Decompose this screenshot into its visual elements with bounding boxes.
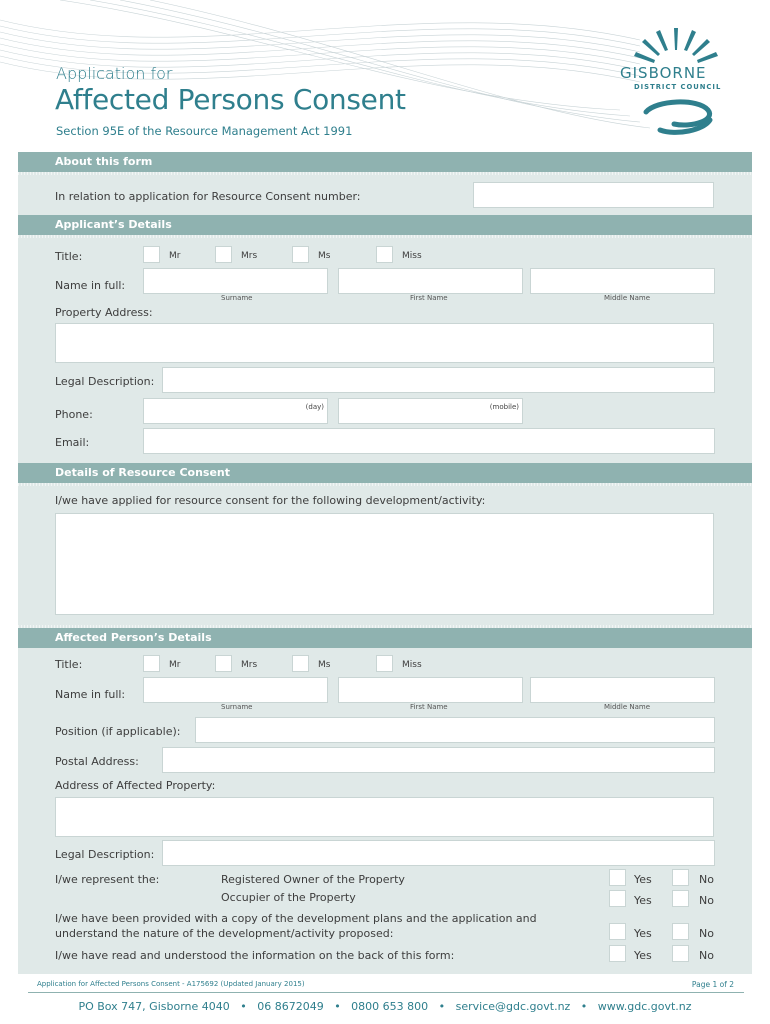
band-edge — [18, 172, 752, 175]
applicant-title-mrs-checkbox[interactable] — [215, 246, 232, 263]
property-address-field[interactable] — [55, 323, 714, 363]
plans-no-checkbox[interactable] — [672, 923, 689, 940]
affected-legal-description-field[interactable] — [162, 840, 715, 866]
affected-middle-name-field[interactable] — [530, 677, 715, 703]
position-label: Position (if applicable): — [55, 725, 181, 738]
position-field[interactable] — [195, 717, 715, 743]
applicant-title-mr-checkbox[interactable] — [143, 246, 160, 263]
phone-day-field[interactable] — [143, 398, 328, 424]
applicant-title-mr-label: Mr — [169, 251, 181, 261]
consent-number-field[interactable] — [473, 182, 714, 208]
occupier-label: Occupier of the Property — [221, 891, 356, 904]
occupier-no-checkbox[interactable] — [672, 890, 689, 907]
pre-title: Application for — [56, 64, 173, 83]
postal-address-field[interactable] — [162, 747, 715, 773]
section-title-affected: Affected Person’s Details — [55, 631, 212, 644]
read-yes-checkbox[interactable] — [609, 945, 626, 962]
affected-property-field[interactable] — [55, 797, 714, 837]
postal-address-label: Postal Address: — [55, 755, 139, 768]
read-label: I/we have read and understood the information on the back of this form: — [55, 949, 455, 962]
affected-title-label: Title: — [55, 658, 83, 671]
consent-number-label: In relation to application for Resource Consent number: — [55, 190, 361, 203]
affected-legal-description-label: Legal Description: — [55, 848, 155, 861]
applicant-middle-name-field[interactable] — [530, 268, 715, 294]
affected-title-mrs-label: Mrs — [241, 660, 258, 670]
affected-title-mr-label: Mr — [169, 660, 181, 670]
surname-caption: Surname — [221, 294, 253, 302]
section-title-resource: Details of Resource Consent — [55, 466, 231, 479]
phone-label: Phone: — [55, 408, 93, 421]
plans-label-line-1: I/we have been provided with a copy of the development plans and the application and — [55, 912, 537, 925]
plans-label-line-2: understand the nature of the development/activity proposed: — [55, 927, 394, 940]
plans-yes-label: Yes — [634, 927, 652, 940]
applicant-title-miss-label: Miss — [402, 251, 422, 261]
affected-name-label: Name in full: — [55, 688, 126, 701]
represent-label: I/we represent the: — [55, 873, 160, 886]
plans-yes-checkbox[interactable] — [609, 923, 626, 940]
applicant-title-ms-label: Ms — [318, 251, 331, 261]
activity-label: I/we have applied for resource consent for the following development/activity: — [55, 494, 486, 507]
owner-yes-label: Yes — [634, 873, 652, 886]
section-band-about — [18, 152, 752, 172]
affected-title-mr-checkbox[interactable] — [143, 655, 160, 672]
band-edge — [18, 235, 752, 238]
first-name-caption: First Name — [410, 294, 448, 302]
affected-title-mrs-checkbox[interactable] — [215, 655, 232, 672]
page-number: Page 1 of 2 — [691, 980, 734, 989]
applicant-title-mrs-label: Mrs — [241, 251, 258, 261]
affected-property-label: Address of Affected Property: — [55, 779, 216, 792]
affected-middle-name-caption: Middle Name — [604, 703, 650, 711]
phone-mobile-hint: (mobile) — [489, 403, 519, 411]
applicant-legal-description-label: Legal Description: — [55, 375, 155, 388]
section-title-about: About this form — [55, 155, 153, 168]
band-edge — [18, 483, 752, 486]
affected-surname-caption: Surname — [221, 703, 253, 711]
applicant-legal-description-field[interactable] — [162, 367, 715, 393]
middle-name-caption: Middle Name — [604, 294, 650, 302]
affected-surname-field[interactable] — [143, 677, 328, 703]
email-field[interactable] — [143, 428, 715, 454]
applicant-title-label: Title: — [55, 250, 83, 263]
owner-yes-checkbox[interactable] — [609, 869, 626, 886]
applicant-name-label: Name in full: — [55, 279, 126, 292]
email-label: Email: — [55, 436, 90, 449]
occupier-yes-checkbox[interactable] — [609, 890, 626, 907]
owner-label: Registered Owner of the Property — [221, 873, 405, 886]
section-title-applicant: Applicant’s Details — [55, 218, 172, 231]
occupier-no-label: No — [699, 894, 714, 907]
applicant-surname-field[interactable] — [143, 268, 328, 294]
affected-first-name-caption: First Name — [410, 703, 448, 711]
affected-first-name-field[interactable] — [338, 677, 523, 703]
activity-description-field[interactable] — [55, 513, 714, 615]
footer-divider — [28, 992, 744, 993]
page-header — [0, 0, 770, 150]
affected-title-miss-label: Miss — [402, 660, 422, 670]
contact-details: PO Box 747, Gisborne 4040 • 06 8672049 • 0800 653 800 • service@gdc.govt.nz • www.gdc.govt.nz — [78, 1000, 692, 1013]
applicant-title-ms-checkbox[interactable] — [292, 246, 309, 263]
page-title: Affected Persons Consent — [55, 83, 406, 116]
affected-title-ms-checkbox[interactable] — [292, 655, 309, 672]
affected-title-miss-checkbox[interactable] — [376, 655, 393, 672]
consent-form — [18, 152, 752, 974]
council-logo — [612, 20, 742, 145]
read-yes-label: Yes — [634, 949, 652, 962]
affected-title-ms-label: Ms — [318, 660, 331, 670]
plans-no-label: No — [699, 927, 714, 940]
owner-no-checkbox[interactable] — [672, 869, 689, 886]
section-band-affected — [18, 628, 752, 648]
owner-no-label: No — [699, 873, 714, 886]
logo-subname: DISTRICT COUNCIL — [634, 83, 722, 91]
read-no-checkbox[interactable] — [672, 945, 689, 962]
property-address-label: Property Address: — [55, 306, 153, 319]
applicant-title-miss-checkbox[interactable] — [376, 246, 393, 263]
applicant-first-name-field[interactable] — [338, 268, 523, 294]
section-band-resource — [18, 463, 752, 483]
section-band-applicant — [18, 215, 752, 235]
page-subtitle: Section 95E of the Resource Management Act 1991 — [56, 124, 353, 138]
phone-day-hint: (day) — [305, 403, 324, 411]
phone-mobile-field[interactable] — [338, 398, 523, 424]
logo-name: GISBORNE — [620, 64, 707, 82]
read-no-label: No — [699, 949, 714, 962]
occupier-yes-label: Yes — [634, 894, 652, 907]
document-reference: Application for Affected Persons Consent - A175692 (Updated January 2015) — [37, 980, 305, 988]
